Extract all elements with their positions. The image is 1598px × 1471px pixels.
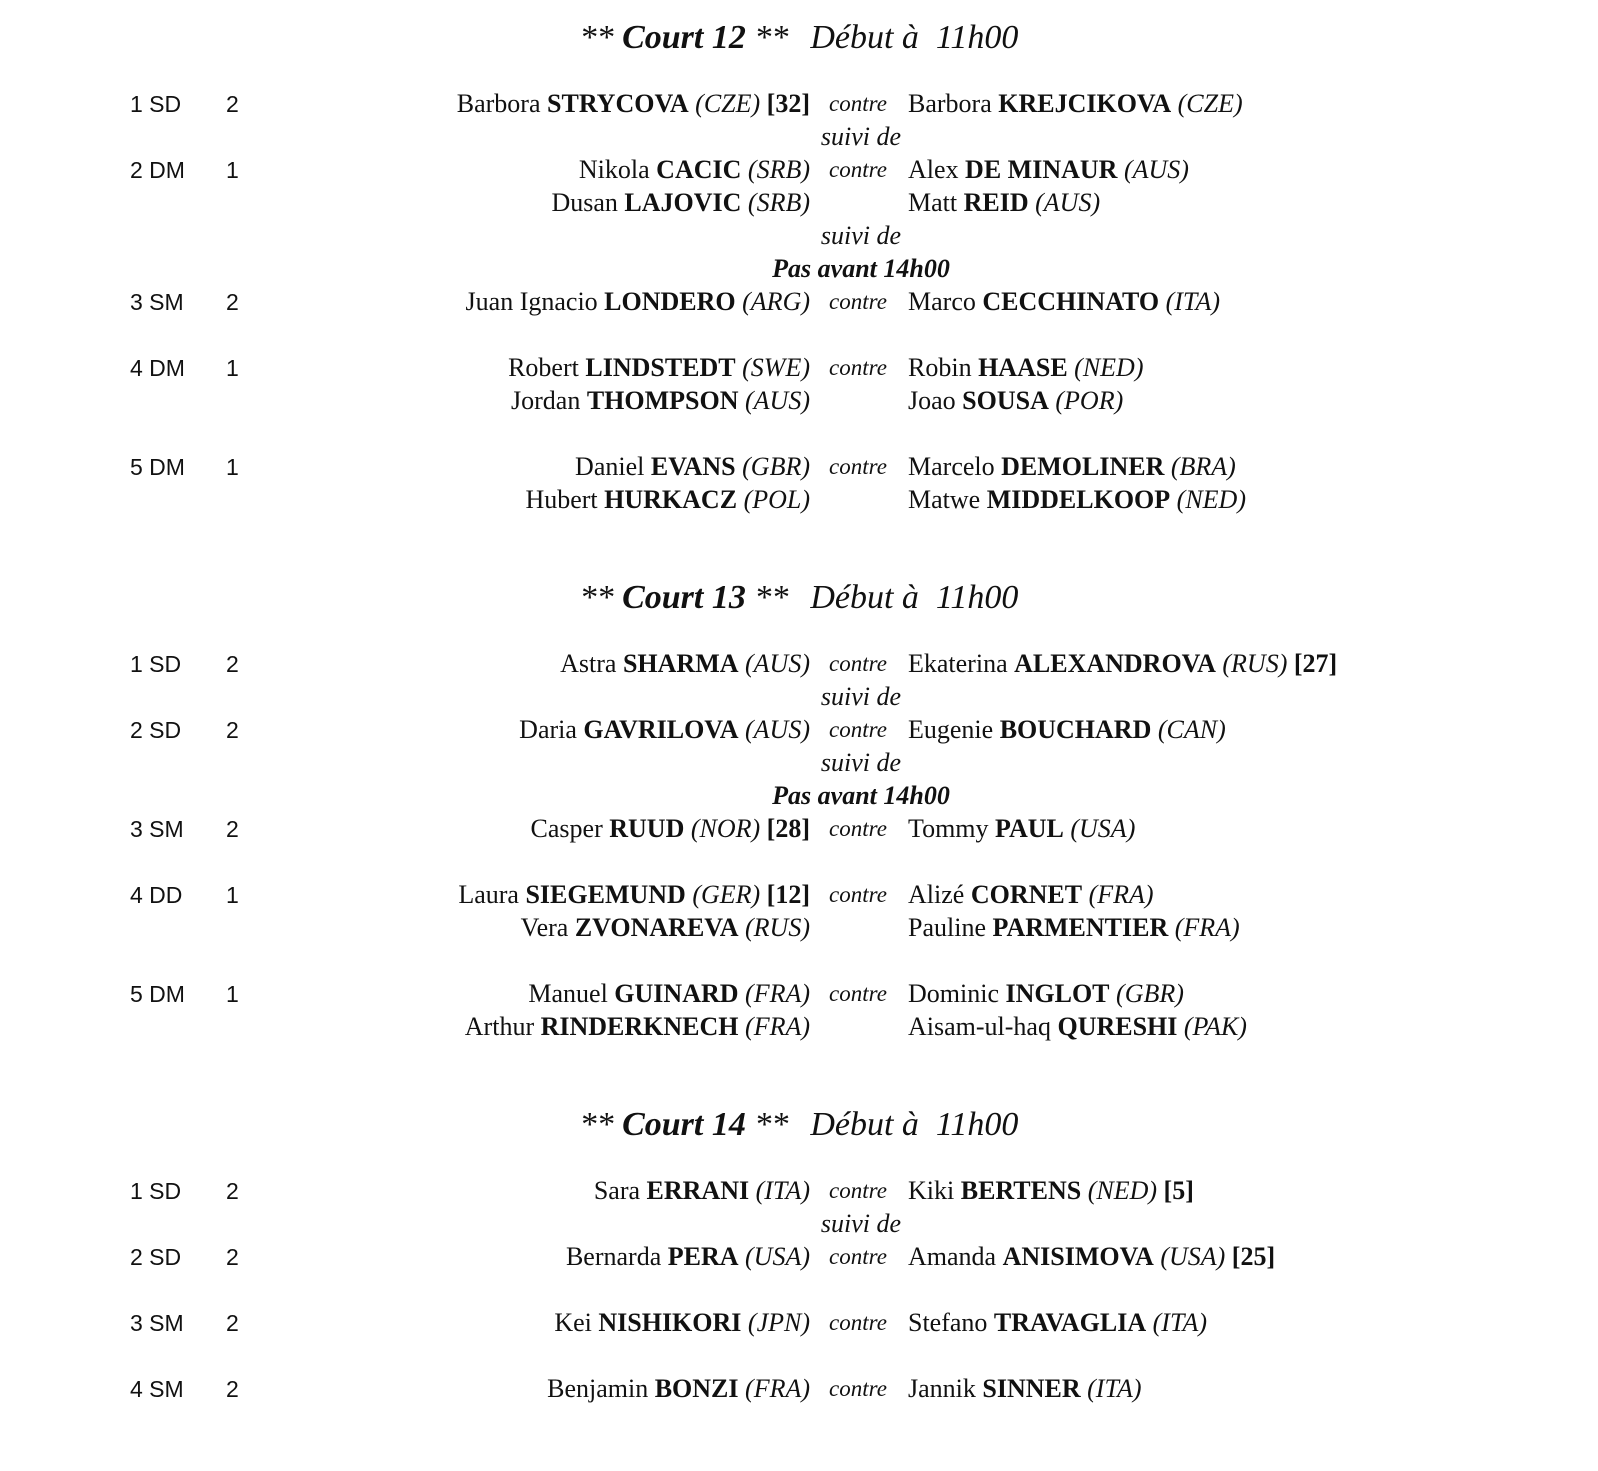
- court-start-time: Début à 11h00: [810, 19, 1019, 56]
- player-last-name: RINDERKNECH: [540, 1012, 739, 1041]
- player-last-name: BONZI: [654, 1374, 739, 1403]
- right-player: [908, 1010, 1247, 1044]
- player-last-name: GAVRILOVA: [583, 715, 739, 744]
- player-first-name: Alizé: [908, 880, 965, 909]
- left-player: [579, 153, 810, 187]
- player-last-name: CECCHINATO: [982, 287, 1160, 316]
- match-order: 1 SD: [130, 1178, 182, 1204]
- left-player: [457, 87, 810, 121]
- player-country: (SRB): [747, 155, 810, 184]
- court-header: [0, 18, 1598, 58]
- court-stars-right: **: [754, 1106, 789, 1143]
- match-order: 3 SM: [130, 289, 184, 315]
- not-before-label: Pas avant 14h00: [772, 254, 950, 283]
- match-row: [0, 153, 1598, 187]
- player-country: (BRA): [1170, 452, 1236, 481]
- left-player: [521, 911, 810, 945]
- player-country: (USA): [1070, 814, 1136, 843]
- player-seed: [25]: [1231, 1242, 1276, 1271]
- player-first-name: Laura: [458, 880, 519, 909]
- player-last-name: DE MINAUR: [965, 155, 1118, 184]
- match-order: 5 DM: [130, 981, 185, 1007]
- left-player: [525, 483, 810, 517]
- player-first-name: Casper: [530, 814, 603, 843]
- right-player: [908, 911, 1240, 945]
- match-sets: 1: [226, 355, 239, 381]
- player-last-name: LINDSTEDT: [585, 353, 736, 382]
- match-row: [0, 1306, 1598, 1340]
- left-player: [551, 186, 810, 220]
- match-sets: 2: [226, 289, 239, 315]
- player-first-name: Tommy: [908, 814, 989, 843]
- player-first-name: Robert: [508, 353, 579, 382]
- player-last-name: CACIC: [656, 155, 742, 184]
- match-order: 2 DM: [130, 157, 185, 183]
- player-seed: [12]: [766, 880, 810, 909]
- player-last-name: PAUL: [995, 814, 1064, 843]
- right-player: [908, 186, 1100, 220]
- player-country: (FRA): [745, 1012, 810, 1041]
- left-player: [554, 1306, 810, 1340]
- player-country: (ARG): [742, 287, 810, 316]
- court-name: Court 12: [622, 19, 746, 56]
- player-last-name: KREJCIKOVA: [998, 89, 1172, 118]
- match-order: 4 SM: [130, 1376, 184, 1402]
- player-country: (ITA): [1152, 1308, 1208, 1337]
- match-row: [0, 713, 1598, 747]
- match-order: 3 SM: [130, 816, 184, 842]
- player-last-name: PARMENTIER: [992, 913, 1169, 942]
- player-last-name: THOMPSON: [586, 386, 739, 415]
- versus-label: contre: [829, 816, 887, 841]
- court-name: Court 14: [622, 1106, 746, 1143]
- player-last-name: BERTENS: [960, 1176, 1082, 1205]
- player-country: (FRA): [745, 1374, 810, 1403]
- player-last-name: INGLOT: [1005, 979, 1110, 1008]
- versus-label: contre: [829, 157, 887, 182]
- versus-label: contre: [829, 1310, 887, 1335]
- player-country: (RUS): [745, 913, 810, 942]
- right-player: [908, 713, 1226, 747]
- not-before-label: Pas avant 14h00: [772, 781, 950, 810]
- match-row: [0, 450, 1598, 484]
- player-first-name: Sara: [593, 1176, 641, 1205]
- player-first-name: Manuel: [528, 979, 608, 1008]
- versus-label: contre: [829, 717, 887, 742]
- player-last-name: CORNET: [970, 880, 1083, 909]
- player-first-name: Daniel: [575, 452, 645, 481]
- left-player: [465, 1010, 810, 1044]
- match-row-partners: [0, 911, 1598, 945]
- player-country: (FRA): [745, 979, 810, 1008]
- player-country: (CZE): [695, 89, 761, 118]
- match-row-partners: [0, 483, 1598, 517]
- player-first-name: Jordan: [511, 386, 581, 415]
- player-country: (SRB): [747, 188, 810, 217]
- player-first-name: Bernarda: [565, 1242, 662, 1271]
- player-first-name: Ekaterina: [908, 649, 1008, 678]
- player-first-name: Dusan: [551, 188, 618, 217]
- player-last-name: MIDDELKOOP: [986, 485, 1171, 514]
- player-last-name: SOUSA: [962, 386, 1049, 415]
- match-order: 5 DM: [130, 454, 185, 480]
- versus-label: contre: [829, 355, 887, 380]
- player-seed: [5]: [1163, 1176, 1194, 1205]
- right-player: [908, 1240, 1275, 1274]
- player-country: (NED): [1087, 1176, 1158, 1205]
- player-last-name: NISHIKORI: [598, 1308, 742, 1337]
- right-player: [908, 977, 1184, 1011]
- player-first-name: Pauline: [908, 913, 986, 942]
- versus-label: contre: [829, 882, 887, 907]
- court-stars-right: **: [754, 579, 789, 616]
- player-seed: [27]: [1293, 649, 1338, 678]
- match-sets: 2: [226, 1244, 239, 1270]
- left-player: [508, 351, 810, 385]
- followed-by-label: suivi de: [820, 221, 902, 250]
- match-sets: 2: [226, 91, 239, 117]
- left-player: [566, 1240, 810, 1274]
- player-country: (GBR): [1116, 979, 1184, 1008]
- match-row: [0, 1240, 1598, 1274]
- match-sets: 2: [226, 1178, 239, 1204]
- court-header: [0, 1105, 1598, 1145]
- court-name: Court 13: [622, 579, 746, 616]
- player-country: (FRA): [1088, 880, 1154, 909]
- player-last-name: STRYCOVA: [547, 89, 689, 118]
- player-first-name: Barbora: [908, 89, 992, 118]
- left-player: [458, 878, 810, 912]
- versus-label: contre: [829, 91, 887, 116]
- followed-by-label: suivi de: [820, 1209, 902, 1238]
- player-country: (NOR): [690, 814, 761, 843]
- player-first-name: Marcelo: [908, 452, 995, 481]
- player-first-name: Arthur: [464, 1012, 535, 1041]
- match-order: 1 SD: [130, 91, 182, 117]
- player-first-name: Robin: [908, 353, 972, 382]
- player-country: (ITA): [1087, 1374, 1142, 1403]
- court-header: [0, 578, 1598, 618]
- left-player: [560, 647, 810, 681]
- player-last-name: LONDERO: [604, 287, 736, 316]
- player-country: (AUS): [1123, 155, 1189, 184]
- player-first-name: Stefano: [908, 1308, 988, 1337]
- player-last-name: ANISIMOVA: [1002, 1242, 1154, 1271]
- player-country: (AUS): [745, 386, 810, 415]
- versus-label: contre: [829, 981, 887, 1006]
- left-player: [531, 812, 810, 846]
- player-last-name: QURESHI: [1057, 1012, 1178, 1041]
- player-first-name: Hubert: [525, 485, 598, 514]
- player-last-name: DEMOLINER: [1001, 452, 1165, 481]
- match-sets: 1: [226, 981, 239, 1007]
- player-first-name: Benjamin: [547, 1374, 649, 1403]
- player-first-name: Kiki: [908, 1176, 955, 1205]
- left-player: [594, 1174, 810, 1208]
- player-country: (CAN): [1157, 715, 1226, 744]
- player-country: (FRA): [1174, 913, 1240, 942]
- right-player: [908, 153, 1189, 187]
- followed-by-label: suivi de: [820, 748, 902, 777]
- player-country: (AUS): [1035, 188, 1101, 217]
- player-last-name: HAASE: [978, 353, 1068, 382]
- player-first-name: Juan Ignacio: [465, 287, 598, 316]
- match-row-partners: [0, 384, 1598, 418]
- match-sets: 2: [226, 717, 239, 743]
- left-player: [547, 1372, 810, 1406]
- player-last-name: HURKACZ: [604, 485, 738, 514]
- player-country: (CZE): [1177, 89, 1243, 118]
- player-country: (AUS): [745, 649, 810, 678]
- match-sets: 2: [226, 816, 239, 842]
- match-order: 1 SD: [130, 651, 182, 677]
- match-sets: 2: [226, 1376, 239, 1402]
- player-last-name: SINNER: [982, 1374, 1081, 1403]
- court-stars-right: **: [754, 19, 789, 56]
- player-country: (POL): [743, 485, 810, 514]
- player-first-name: Daria: [519, 715, 577, 744]
- player-last-name: ERRANI: [646, 1176, 750, 1205]
- match-row: [0, 285, 1598, 319]
- player-first-name: Kei: [554, 1308, 592, 1337]
- match-order: 2 SD: [130, 717, 182, 743]
- match-sets: 1: [226, 454, 239, 480]
- court-stars-left: **: [579, 579, 614, 616]
- match-row: [0, 1372, 1598, 1406]
- player-country: (JPN): [747, 1308, 810, 1337]
- player-country: (GER): [692, 880, 761, 909]
- match-sets: 2: [226, 1310, 239, 1336]
- match-row: [0, 1174, 1598, 1208]
- player-last-name: GUINARD: [614, 979, 739, 1008]
- left-player: [519, 713, 810, 747]
- player-country: (PAK): [1183, 1012, 1247, 1041]
- match-row: [0, 87, 1598, 121]
- match-row: [0, 878, 1598, 912]
- match-order: 2 SD: [130, 1244, 182, 1270]
- match-row-partners: [0, 1010, 1598, 1044]
- match-row: [0, 812, 1598, 846]
- player-country: (RUS): [1222, 649, 1288, 678]
- right-player: [908, 647, 1337, 681]
- player-first-name: Nikola: [578, 155, 650, 184]
- player-country: (ITA): [755, 1176, 810, 1205]
- player-first-name: Astra: [560, 649, 617, 678]
- player-last-name: BOUCHARD: [999, 715, 1152, 744]
- right-player: [908, 1306, 1207, 1340]
- right-player: [908, 384, 1123, 418]
- match-sets: 1: [226, 157, 239, 183]
- player-seed: [28]: [766, 814, 810, 843]
- right-player: [908, 1372, 1142, 1406]
- player-seed: [32]: [766, 89, 810, 118]
- versus-label: contre: [829, 289, 887, 314]
- player-first-name: Alex: [908, 155, 959, 184]
- player-last-name: RUUD: [609, 814, 685, 843]
- player-first-name: Joao: [908, 386, 956, 415]
- versus-label: contre: [829, 651, 887, 676]
- player-last-name: SHARMA: [622, 649, 739, 678]
- player-country: (USA): [1160, 1242, 1226, 1271]
- right-player: [908, 878, 1154, 912]
- versus-label: contre: [829, 454, 887, 479]
- left-player: [575, 450, 810, 484]
- player-first-name: Eugenie: [908, 715, 994, 744]
- player-first-name: Dominic: [908, 979, 999, 1008]
- player-last-name: TRAVAGLIA: [993, 1308, 1147, 1337]
- left-player: [528, 977, 810, 1011]
- match-row: [0, 647, 1598, 681]
- player-first-name: Matt: [908, 188, 958, 217]
- player-country: (NED): [1176, 485, 1246, 514]
- court-start-time: Début à 11h00: [810, 1106, 1019, 1143]
- court-start-time: Début à 11h00: [810, 579, 1019, 616]
- court-stars-left: **: [579, 1106, 614, 1143]
- match-sets: 2: [226, 651, 239, 677]
- player-first-name: Vera: [520, 913, 569, 942]
- player-country: (USA): [745, 1242, 810, 1271]
- match-row: [0, 977, 1598, 1011]
- player-first-name: Matwe: [908, 485, 981, 514]
- match-order: 4 DM: [130, 355, 185, 381]
- player-country: (POR): [1055, 386, 1124, 415]
- player-last-name: SIEGEMUND: [525, 880, 686, 909]
- right-player: [908, 285, 1220, 319]
- player-last-name: LAJOVIC: [624, 188, 742, 217]
- player-first-name: Aisam-ul-haq: [908, 1012, 1051, 1041]
- player-last-name: ALEXANDROVA: [1014, 649, 1216, 678]
- right-player: [908, 351, 1143, 385]
- right-player: [908, 1174, 1194, 1208]
- left-player: [511, 384, 810, 418]
- player-first-name: Amanda: [908, 1242, 997, 1271]
- player-last-name: REID: [963, 188, 1029, 217]
- right-player: [908, 483, 1246, 517]
- player-country: (NED): [1074, 353, 1144, 382]
- player-first-name: Jannik: [908, 1374, 976, 1403]
- match-order: 3 SM: [130, 1310, 184, 1336]
- player-last-name: ZVONAREVA: [574, 913, 739, 942]
- match-row-partners: [0, 186, 1598, 220]
- court-stars-left: **: [579, 19, 614, 56]
- player-country: (SWE): [742, 353, 810, 382]
- player-country: (GBR): [742, 452, 810, 481]
- versus-label: contre: [829, 1244, 887, 1269]
- match-order: 4 DD: [130, 882, 183, 908]
- player-first-name: Marco: [908, 287, 976, 316]
- followed-by-label: suivi de: [820, 682, 902, 711]
- player-first-name: Barbora: [456, 89, 541, 118]
- right-player: [908, 812, 1135, 846]
- left-player: [466, 285, 810, 319]
- versus-label: contre: [829, 1178, 887, 1203]
- versus-label: contre: [829, 1376, 887, 1401]
- right-player: [908, 450, 1236, 484]
- match-row: [0, 351, 1598, 385]
- player-last-name: PERA: [667, 1242, 739, 1271]
- player-last-name: EVANS: [650, 452, 736, 481]
- right-player: [908, 87, 1243, 121]
- player-country: (AUS): [745, 715, 810, 744]
- followed-by-label: suivi de: [820, 122, 902, 151]
- match-sets: 1: [226, 882, 239, 908]
- player-country: (ITA): [1165, 287, 1220, 316]
